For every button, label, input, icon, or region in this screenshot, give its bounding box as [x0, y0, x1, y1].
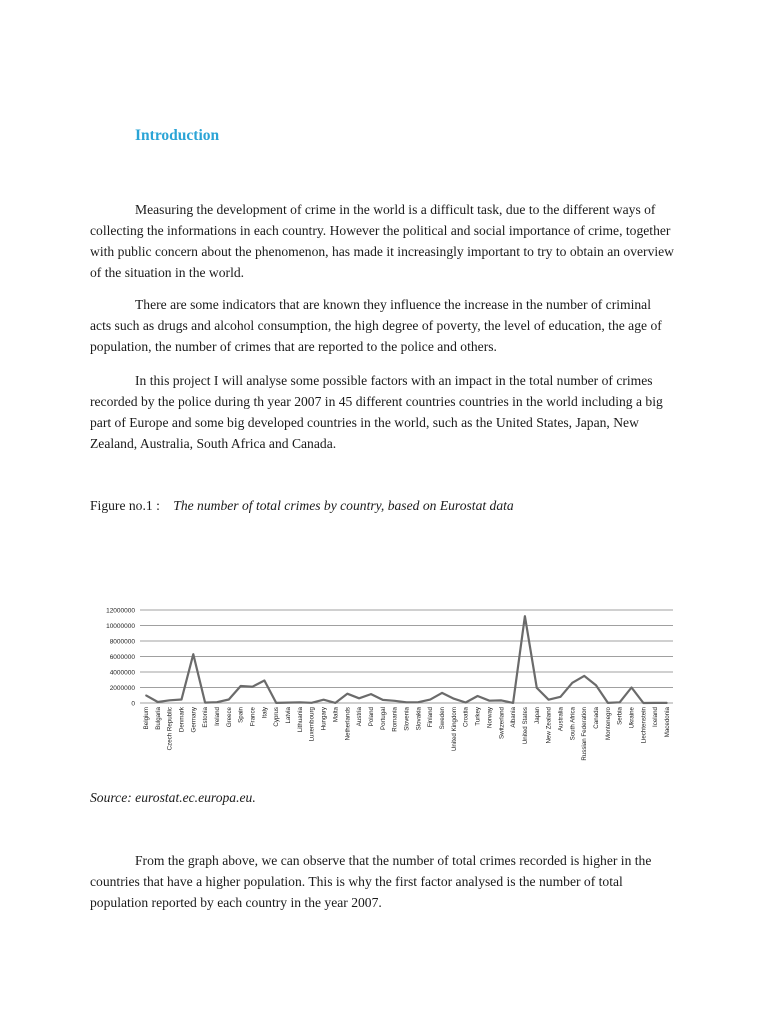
data-point — [631, 687, 633, 689]
x-tick-label: Liechtenstein — [640, 707, 648, 744]
x-tick-label: Norway — [486, 707, 494, 728]
x-tick-label: Greece — [225, 707, 233, 728]
figure-caption — [90, 498, 514, 514]
data-point — [358, 698, 360, 700]
x-tick-label: Denmark — [178, 707, 186, 733]
data-point — [453, 698, 455, 700]
paragraph-analysis: From the graph above, we can observe that the number of total crimes recorded is higher in the countries that have a higher population. This is why the first factor analysed is the number of total population reported by each country in the year 2007. — [90, 853, 652, 910]
x-tick-label: Czech Republic — [166, 707, 174, 751]
data-point — [311, 702, 313, 704]
data-point — [169, 699, 171, 701]
data-point — [181, 699, 183, 701]
x-tick-label: Sweden — [439, 707, 447, 730]
x-tick-label: Estonia — [202, 707, 210, 728]
x-tick-label: Croatia — [462, 707, 470, 727]
source-note: Source: eurostat.ec.europa.eu. — [90, 790, 256, 805]
x-tick-label: Australia — [557, 707, 565, 732]
data-point — [548, 699, 550, 701]
data-point — [228, 699, 230, 701]
x-tick-label: Luxembourg — [308, 707, 316, 742]
data-point — [264, 680, 266, 682]
x-tick-label: Cyprus — [273, 707, 281, 727]
data-point — [429, 699, 431, 701]
x-tick-label: Poland — [367, 707, 375, 727]
data-point — [157, 701, 159, 703]
y-tick-label: 10000000 — [106, 623, 135, 630]
x-tick-label: Switzerland — [498, 707, 506, 739]
x-tick-label: Malta — [332, 707, 340, 723]
data-point — [500, 700, 502, 702]
y-tick-label: 8000000 — [109, 638, 135, 646]
x-tick-label: Bulgaria — [154, 707, 162, 730]
data-point — [465, 702, 467, 704]
x-tick-label: Ireland — [213, 707, 221, 726]
data-point — [512, 702, 514, 704]
paragraph-intro-3: In this project I will analyse some possible factors with an impact in the total number of crimes recorded by the police during th year 2007 in 45 different countries countries in the world including a big part of Europe and some big developed countries in the world, such as the United States, Japan, New Zealand, Australia, South Africa and Canada. — [90, 373, 663, 451]
section-heading: Introduction — [135, 127, 220, 144]
x-tick-label: Hungary — [320, 707, 328, 731]
data-point — [524, 615, 526, 617]
figure-title: The number of total crimes by country, based on Eurostat data — [173, 498, 514, 513]
data-point — [193, 653, 195, 655]
data-point — [204, 702, 206, 704]
data-point — [572, 682, 574, 684]
y-tick-label: 6000000 — [109, 654, 135, 661]
x-tick-label: Austria — [356, 707, 364, 727]
y-tick-label: 12000000 — [106, 607, 135, 615]
x-tick-label: Finland — [427, 707, 435, 728]
x-tick-label: Japan — [533, 707, 541, 724]
data-point — [145, 694, 147, 696]
data-point — [335, 702, 337, 704]
data-point — [418, 701, 420, 703]
x-tick-label: United Kingdom — [450, 707, 458, 752]
x-tick-label: Netherlands — [344, 707, 352, 741]
data-point — [441, 692, 443, 694]
x-tick-label: Latvia — [285, 707, 293, 724]
data-point — [252, 686, 254, 688]
data-point — [643, 702, 645, 704]
x-tick-label: Slovenia — [403, 707, 411, 731]
x-tick-label: United States — [521, 707, 529, 745]
x-tick-label: Russian Federation — [581, 707, 589, 761]
data-point — [406, 702, 408, 704]
x-tick-label: Ukraine — [628, 707, 636, 729]
x-tick-label: Macedonia — [664, 707, 672, 738]
figure-label: Figure no.1 : — [90, 498, 160, 513]
data-point — [619, 702, 621, 704]
data-point — [477, 695, 479, 697]
data-point — [216, 701, 218, 703]
data-point — [240, 685, 242, 687]
data-point — [654, 702, 656, 704]
x-tick-label: Iceland — [652, 707, 660, 727]
x-tick-label: Italy — [261, 707, 269, 719]
x-tick-label: Germany — [190, 707, 198, 733]
data-point — [382, 699, 384, 701]
data-point — [346, 693, 348, 695]
series-line — [146, 616, 667, 703]
data-point — [323, 699, 325, 701]
x-tick-label: Portugal — [379, 707, 387, 731]
crime-line-chart — [90, 600, 690, 780]
x-tick-label: Albania — [510, 707, 518, 728]
data-point — [607, 702, 609, 704]
data-point — [370, 693, 372, 695]
x-tick-label: France — [249, 707, 257, 727]
x-tick-label: Turkey — [474, 707, 482, 726]
data-point — [666, 702, 668, 704]
paragraph-intro-1: Measuring the development of crime in the world is a difficult task, due to the different ways of collecting the informations in each country. However the political and social importance of crime, together with public concern about the phenomenon, has made it increasingly important to try to obtain an overview of the situation in the world. — [90, 202, 675, 280]
y-tick-label: 0 — [131, 700, 135, 708]
x-tick-label: Slovakia — [415, 707, 423, 731]
data-point — [287, 702, 289, 704]
data-point — [536, 687, 538, 689]
data-point — [583, 675, 585, 677]
data-point — [489, 700, 491, 702]
y-tick-label: 2000000 — [109, 685, 135, 692]
data-point — [595, 684, 597, 686]
y-tick-label: 4000000 — [109, 669, 135, 677]
x-tick-label: Montenegro — [604, 707, 612, 741]
data-point — [394, 700, 396, 702]
paragraph-intro-2: There are some indicators that are known they influence the increase in the number of criminal acts such as drugs and alcohol consumption, the high degree of poverty, the level of education, the age of population, the number of crimes that are reported to the police and others. — [90, 297, 662, 354]
x-tick-label: Belgium — [142, 707, 150, 730]
x-tick-label: South Africa — [569, 707, 577, 741]
data-point — [560, 696, 562, 698]
x-tick-label: Spain — [237, 707, 245, 723]
x-tick-label: New Zealand — [545, 707, 553, 744]
x-tick-label: Romania — [391, 707, 399, 732]
x-tick-label: Canada — [593, 707, 601, 729]
data-point — [299, 702, 301, 704]
data-point — [275, 702, 277, 704]
x-tick-label: Serbia — [616, 707, 624, 725]
x-tick-label: Lithuania — [296, 707, 304, 733]
